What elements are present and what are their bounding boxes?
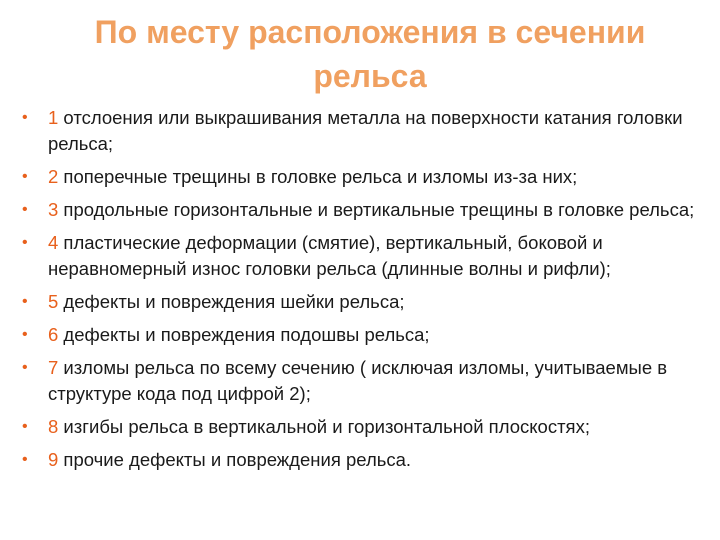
item-text: отслоения или выкрашивания металла на поверхности катания головки рельса;	[48, 107, 683, 154]
bullet-dot-icon: •	[22, 293, 28, 310]
item-number: 8	[48, 416, 59, 437]
bullet-dot-icon: •	[22, 168, 28, 185]
item-number: 4	[48, 232, 59, 253]
item-number: 3	[48, 199, 59, 220]
item-text: поперечные трещины в головке рельса и изломы из-за них;	[58, 166, 578, 187]
bullet-dot-icon: •	[22, 451, 28, 468]
title-line-2: рельса	[313, 58, 427, 94]
item-text: изгибы рельса в вертикальной и горизонтальной плоскостях;	[58, 416, 590, 437]
item-number: 1	[48, 107, 59, 128]
item-number: 9	[48, 449, 59, 470]
list-item	[20, 164, 700, 190]
list-item	[20, 105, 700, 157]
item-number: 7	[48, 357, 59, 378]
list-item	[20, 414, 700, 440]
list-item	[20, 355, 700, 407]
bullet-list	[20, 105, 700, 480]
list-item	[20, 447, 700, 473]
bullet-dot-icon: •	[22, 326, 28, 343]
item-text: прочие дефекты и повреждения рельса.	[58, 449, 412, 470]
slide-title	[40, 10, 700, 98]
item-text: пластические деформации (смятие), вертикальный, боковой и неравномерный износ головки рельса (длинные волны и рифли);	[48, 232, 611, 279]
bullet-dot-icon: •	[22, 109, 28, 126]
bullet-dot-icon: •	[22, 359, 28, 376]
bullet-dot-icon: •	[22, 418, 28, 435]
list-item	[20, 289, 700, 315]
item-number: 2	[48, 166, 59, 187]
list-item	[20, 322, 700, 348]
bullet-dot-icon: •	[22, 201, 28, 218]
item-text: изломы рельса по всему сечению ( исключая изломы, учитываемые в структуре кода под цифрой 2);	[48, 357, 668, 404]
bullet-dot-icon: •	[22, 234, 28, 251]
item-number: 6	[48, 324, 59, 345]
item-number: 5	[48, 291, 59, 312]
item-text: дефекты и повреждения шейки рельса;	[58, 291, 405, 312]
item-text: продольные горизонтальные и вертикальные трещины в головке рельса;	[58, 199, 695, 220]
title-line-1: По месту расположения в сечении	[94, 14, 646, 50]
item-text: дефекты и повреждения подошвы рельса;	[58, 324, 430, 345]
list-item	[20, 197, 700, 223]
list-item	[20, 230, 700, 282]
